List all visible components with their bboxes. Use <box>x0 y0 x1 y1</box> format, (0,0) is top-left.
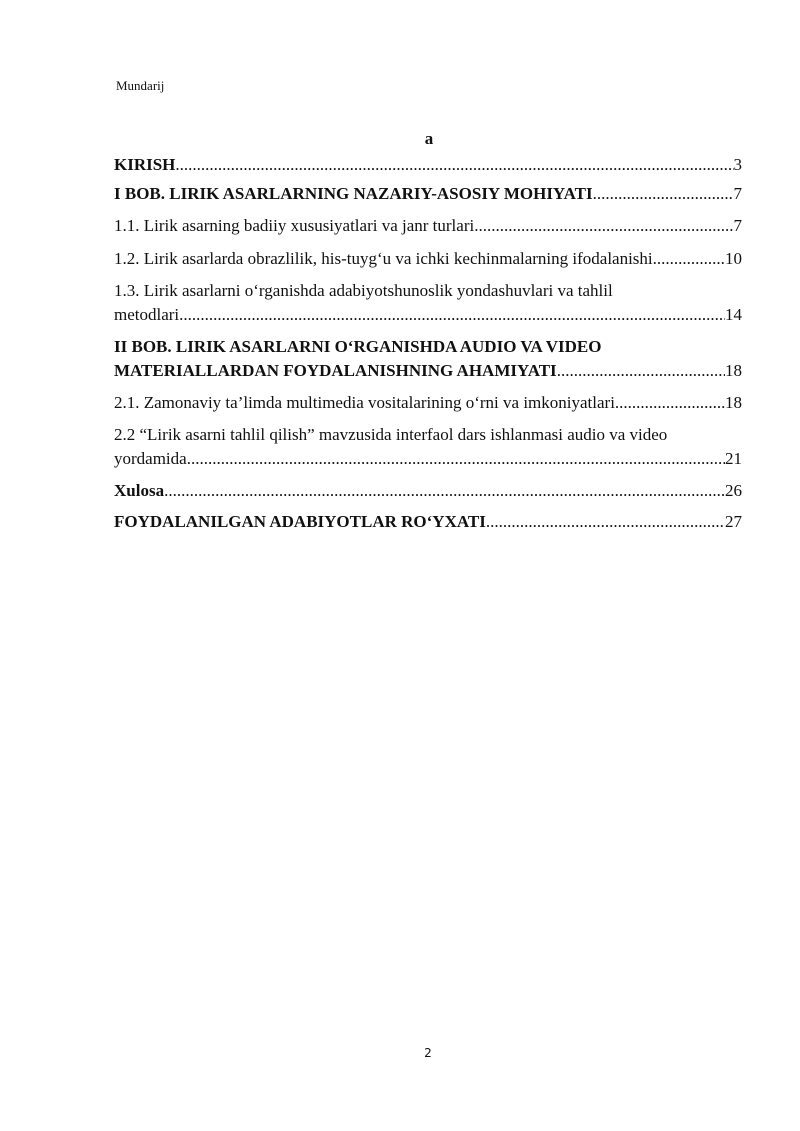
toc-entry-section-2-1[interactable] <box>114 391 742 415</box>
toc-entry-section-1-3[interactable] <box>114 279 742 327</box>
toc-entry-title: 1.1. Lirik asarning badiiy xususiyatlari va janr turlari <box>114 216 475 235</box>
toc-entry-title-line-1: II BOB. LIRIK ASARLARNI O‘RGANISHDA AUDIO VA VIDEO <box>114 337 602 356</box>
toc-page-number: 10 <box>725 249 742 268</box>
toc-entry-title-line-1: 1.3. Lirik asarlarni o‘rganishda adabiyotshunoslik yondashuvlari va tahlil <box>114 281 613 300</box>
toc-entry-title: 2.1. Zamonaviy ta’limda multimedia vositalarining o‘rni va imkoniyatlari <box>114 393 615 412</box>
toc-entry-section-1-2[interactable] <box>114 247 742 271</box>
toc-page-number: 27 <box>725 512 742 531</box>
toc-entry-chapter-2[interactable] <box>114 335 742 383</box>
toc-entry-title: 1.2. Lirik asarlarda obrazlilik, his-tuyg‘u va ichki kechinmalarning ifodalanishi. <box>114 249 657 268</box>
toc-page-number: 18 <box>725 361 742 380</box>
toc-leader <box>615 391 725 415</box>
toc-entry-title-line-1: 2.2 “Lirik asarni tahlil qilish” mavzusida interfaol dars ishlanmasi audio va video <box>114 425 668 444</box>
toc-page-number: 3 <box>733 155 742 174</box>
toc-leader <box>557 359 725 383</box>
toc-entry-title-line-2: MATERIALLARDAN FOYDALANISHNING AHAMIYATI <box>114 361 557 380</box>
toc-entry-xulosa[interactable] <box>114 479 742 503</box>
toc-entry-title: I BOB. LIRIK ASARLARNING NAZARIY-ASOSIY MOHIYATI <box>114 184 593 203</box>
toc-entry-chapter-1[interactable] <box>114 182 742 206</box>
toc-leader <box>187 447 725 471</box>
toc-leader <box>179 303 725 327</box>
toc-entry-section-2-2[interactable] <box>114 423 742 471</box>
toc-entry-section-1-1[interactable] <box>114 214 742 238</box>
toc-leader <box>175 153 733 177</box>
toc-leader <box>474 214 733 238</box>
toc-entry-title: KIRISH <box>114 155 176 174</box>
toc-page-number: 18 <box>725 393 742 412</box>
toc-entry-title: Xulosa <box>114 481 165 500</box>
toc-entry-kirish[interactable] <box>114 153 742 177</box>
page-number: 2 <box>424 1046 432 1060</box>
document-header: Mundarij <box>116 78 165 93</box>
toc-page-number: 21 <box>725 449 742 468</box>
toc-leader <box>593 182 734 206</box>
toc-page-number: 14 <box>725 305 742 324</box>
toc-page-number: 7 <box>733 216 742 235</box>
toc-entry-bibliography[interactable] <box>114 510 742 534</box>
toc-entry-title: FOYDALANILGAN ADABIYOTLAR RO‘YXATI <box>114 512 486 531</box>
toc-entry-title-line-2: metodlari <box>114 305 180 324</box>
page-title: a <box>424 129 434 148</box>
toc-leader <box>486 510 725 534</box>
toc-leader <box>164 479 725 503</box>
toc-page-number: 7 <box>733 184 742 203</box>
toc-entry-title-line-2: yordamida <box>114 449 187 468</box>
toc-leader <box>657 247 725 271</box>
toc-page-number: 26 <box>725 481 742 500</box>
